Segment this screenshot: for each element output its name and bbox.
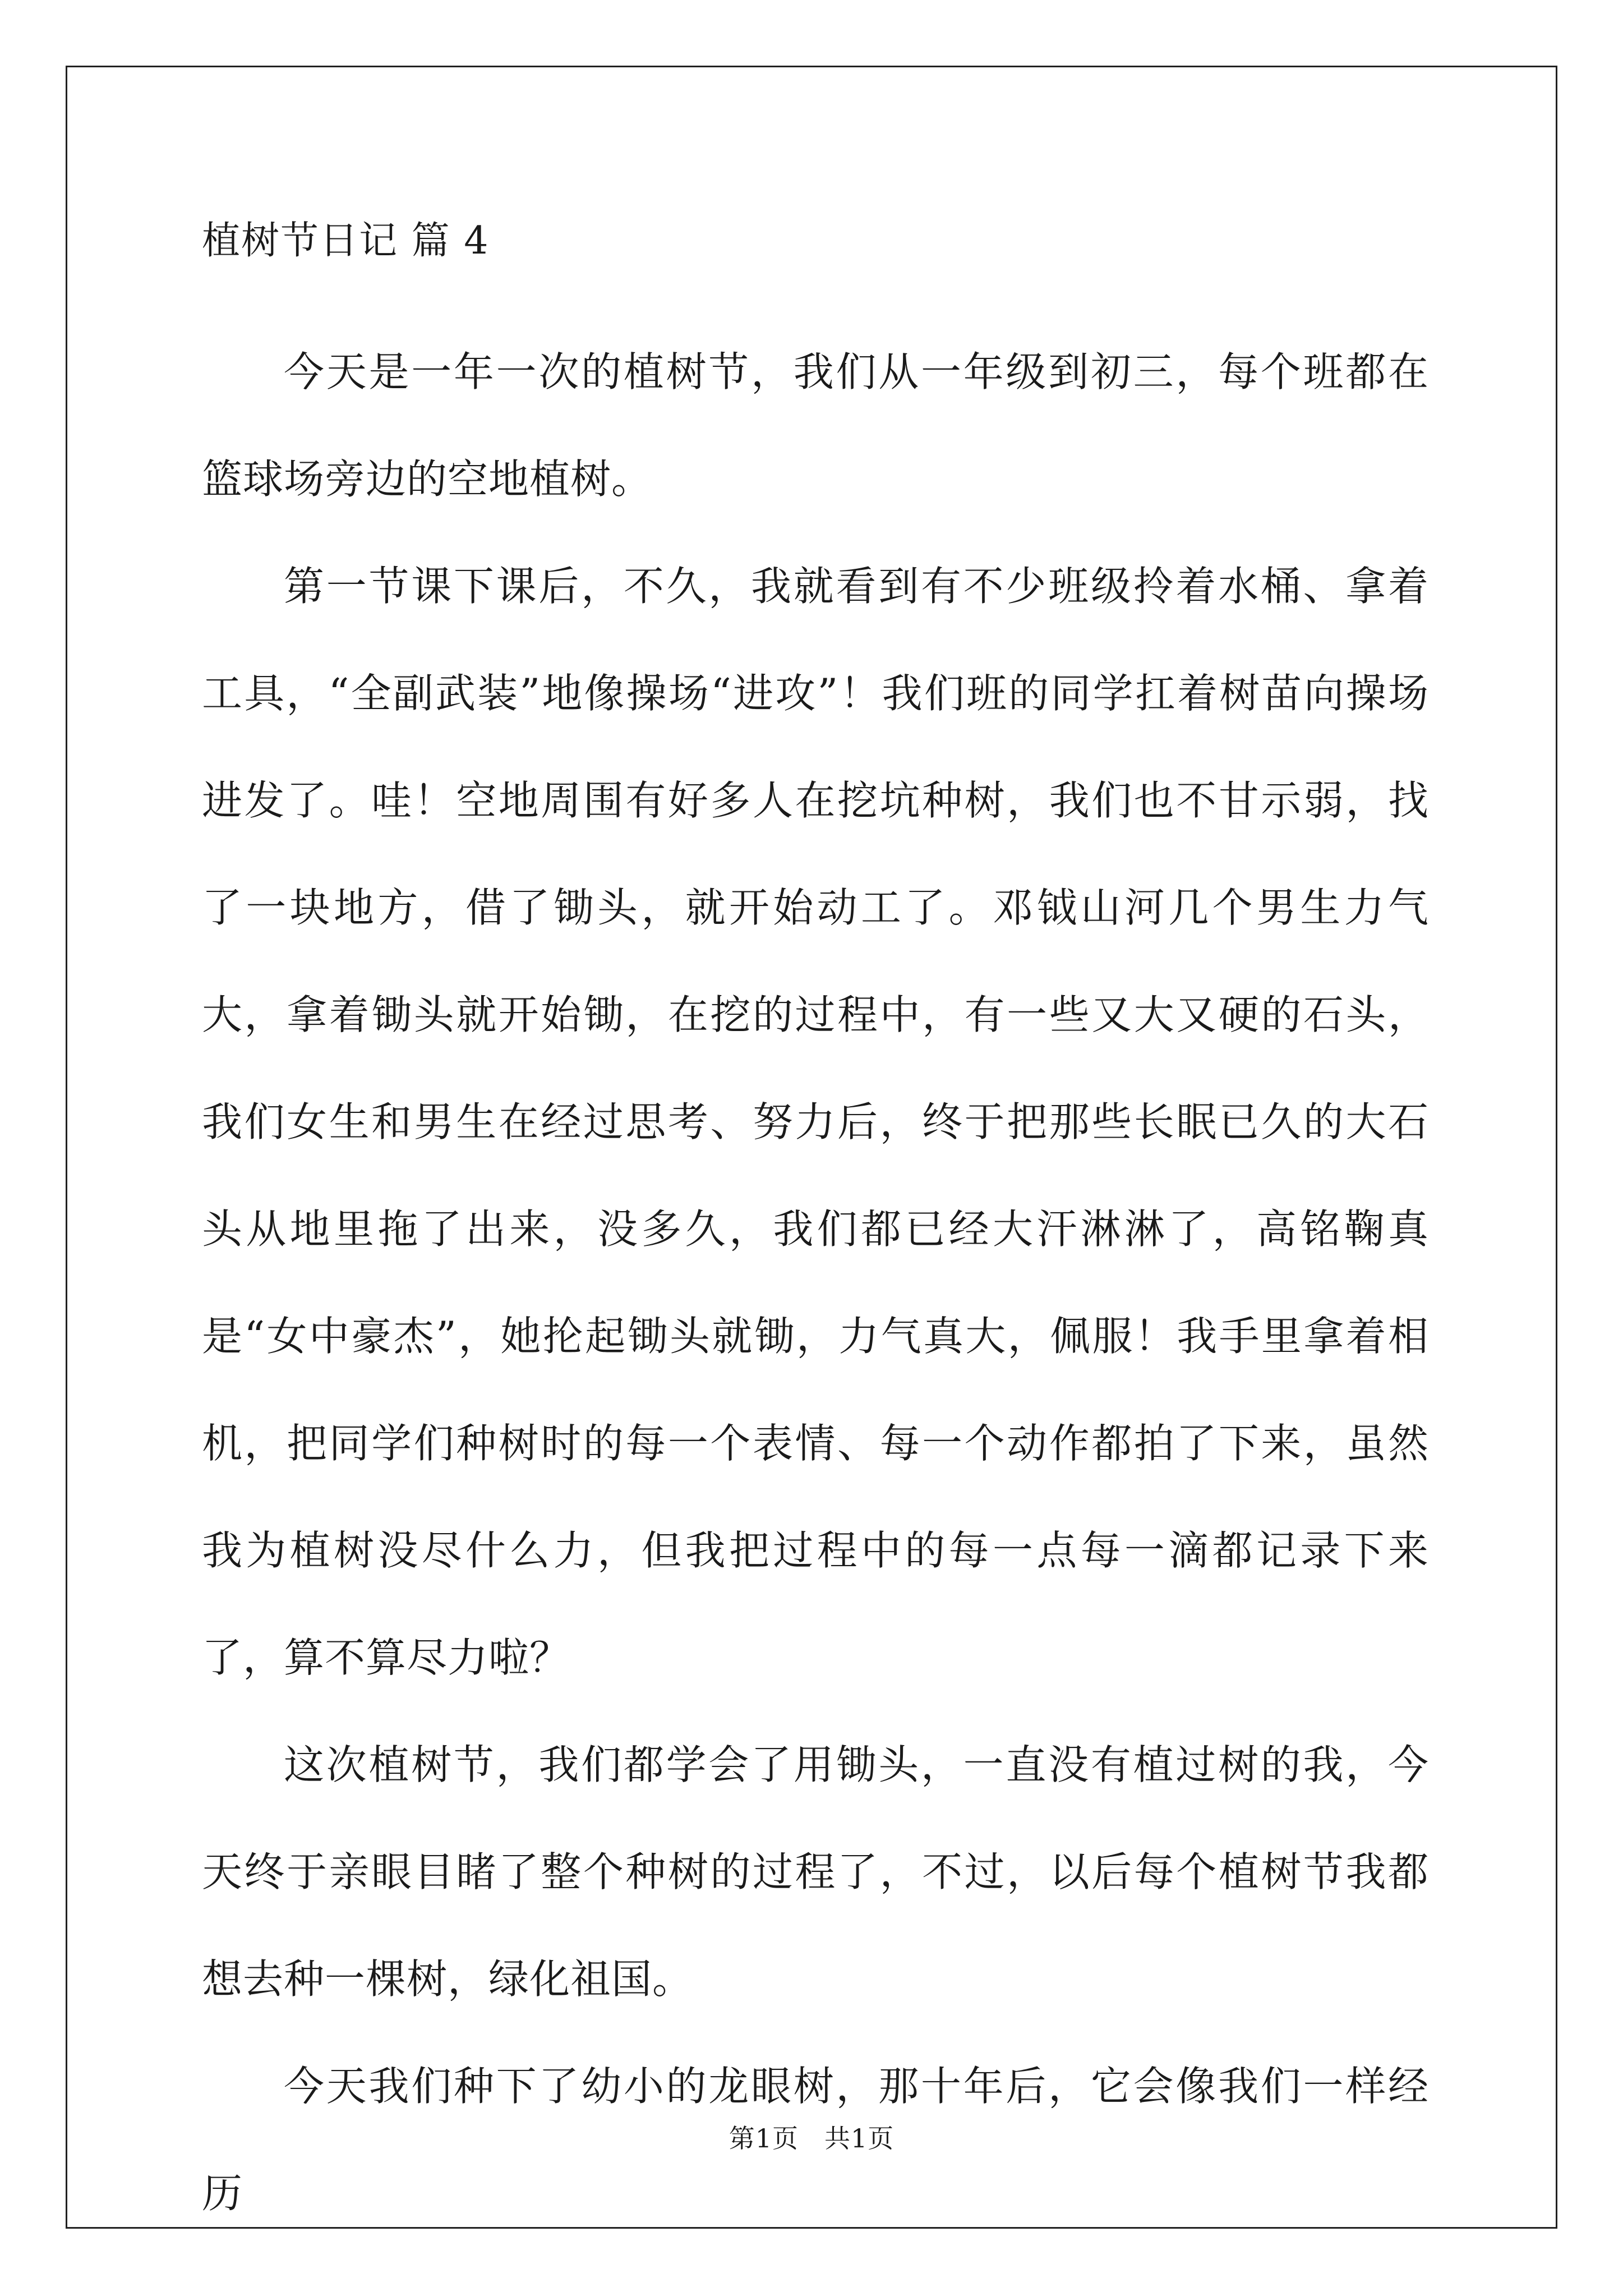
- paragraph-3: 这次植树节，我们都学会了用锄头，一直没有植过树的我，今天终于亲眼目睹了整个种树的过程了，不过，以后每个植树节我都想去种一棵树，绿化祖国。: [202, 1741, 1429, 2003]
- document-title: 植树节日记 篇 4: [202, 219, 490, 263]
- paragraph-1: 今天是一年一次的植树节，我们从一年级到初三，每个班都在篮球场旁边的空地植树。: [202, 348, 1429, 503]
- paragraph-4: 今天我们种下了幼小的龙眼树，那十年后，它会像我们一样经历: [202, 2063, 1429, 2217]
- paragraph-2: 第一节课下课后，不久，我就看到有不少班级拎着水桶、拿着工具，“全副武装”地像操场“进攻”！我们班的同学扛着树苗向操场进发了。哇！空地周围有好多人在挖坑种树，我们也不甘示弱，找了一块地方，借了锄头，就开始动工了。邓钺山河几个男生力气大，拿着锄头就开始锄，在挖的过程中，有一些又大又硬的石头，我们女生和男生在经过思考、努力后，终于把那些长眠已久的大石头从地里拖了出来，没多久，我们都已经大汗淋淋了，高铭鞠真是“女中豪杰”，她抡起锄头就锄，力气真大，佩服！我手里拿着相机，把同学们种树时的每一个表情、每一个动作都拍了下来，虽然我为植树没尽什么力，但我把过程中的每一点每一滴都记录下来了，算不算尽力啦？: [202, 563, 1429, 1681]
- page-total: 共1页: [824, 2123, 895, 2154]
- page-footer: [0, 2122, 1623, 2155]
- page-number: 第1页: [728, 2123, 799, 2154]
- document-body: [202, 213, 1429, 2247]
